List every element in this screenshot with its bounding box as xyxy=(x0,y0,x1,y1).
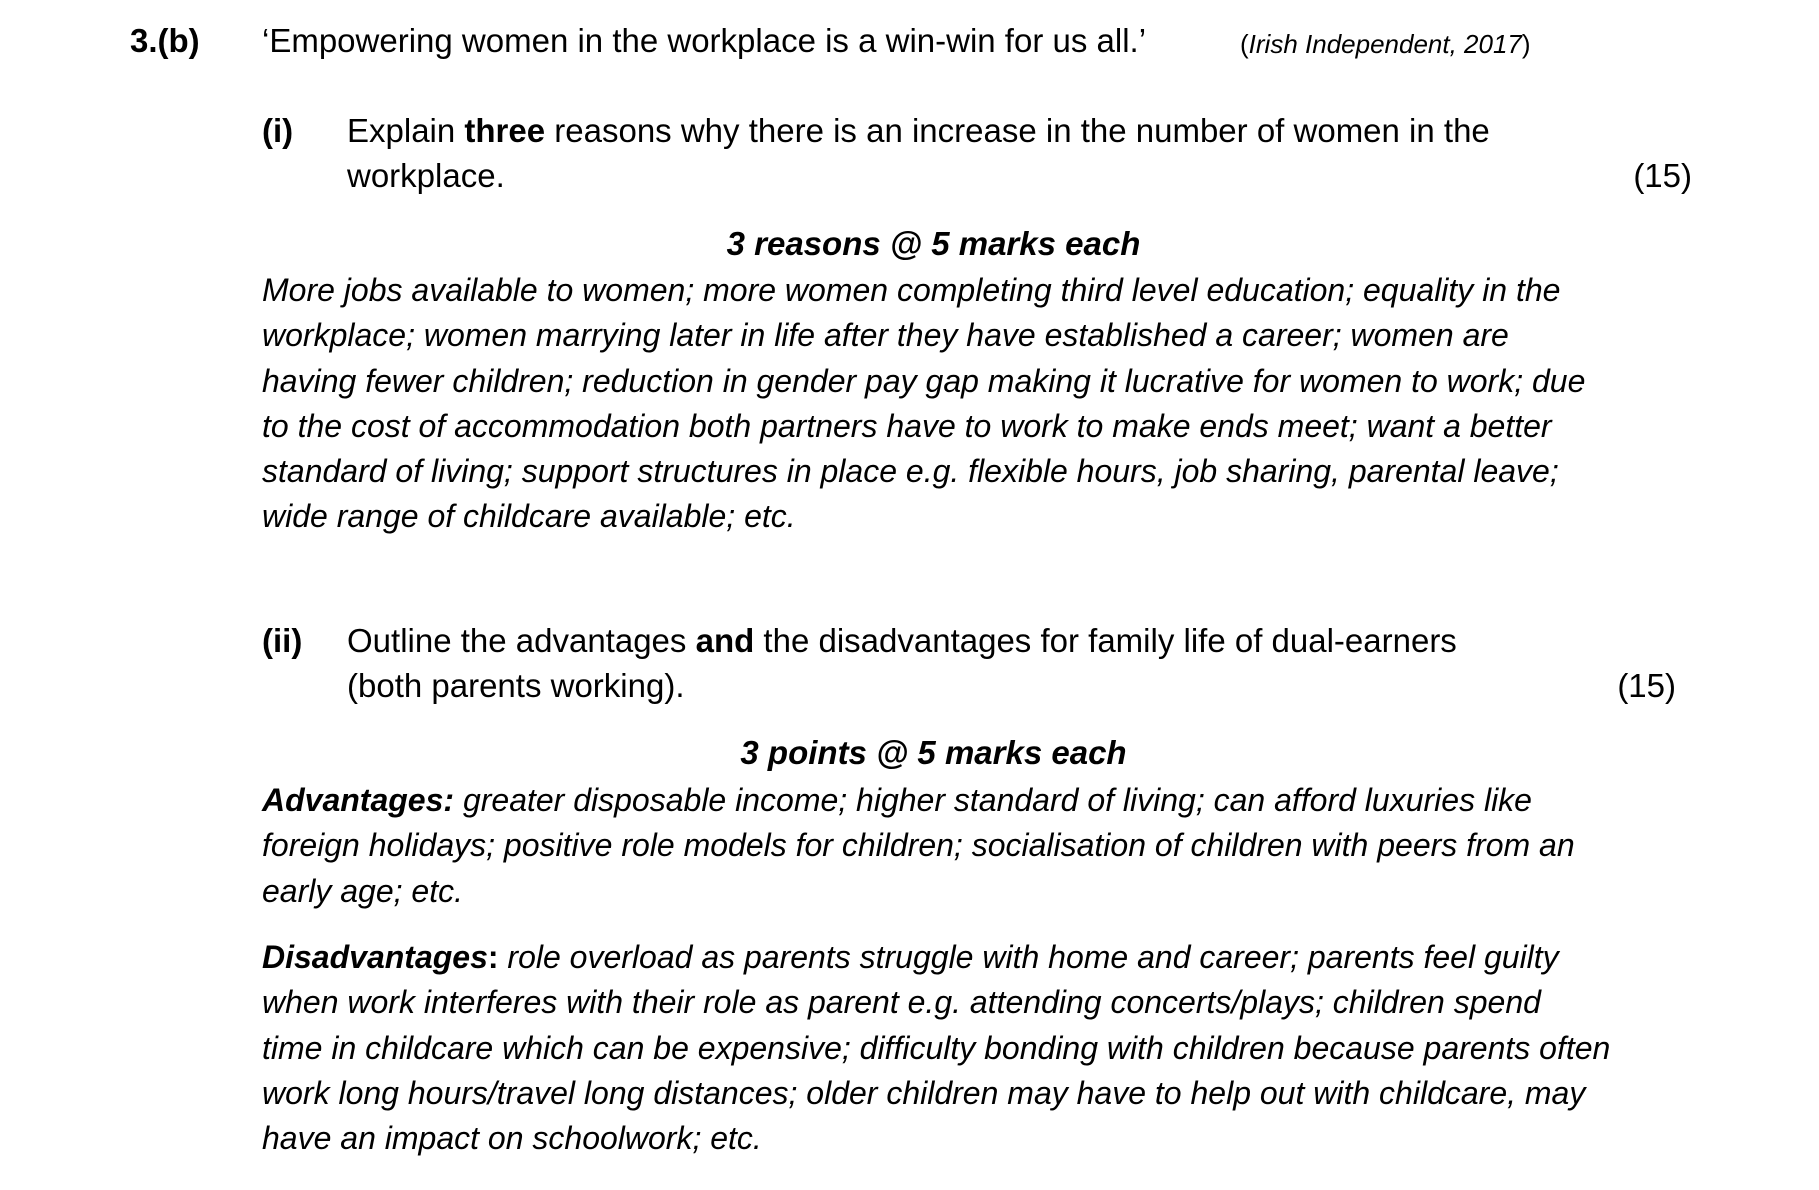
part-ii-scheme-text: 3 points @ 5 marks each xyxy=(740,734,1127,771)
part-i-question-line2: workplace. xyxy=(347,157,505,194)
question-number: 3.(b) xyxy=(130,22,200,59)
answer-line: More jobs available to women; more women completing third level education; equality in the xyxy=(262,272,1561,308)
answer-line: have an impact on schoolwork; etc. xyxy=(262,1120,762,1157)
part-i-text-after: reasons why there is an increase in the number of women in the xyxy=(545,112,1490,149)
answer-line: early age; etc. xyxy=(262,872,463,909)
part-ii-advantages xyxy=(262,778,1702,914)
answer-line: to the cost of accommodation both partners have to work to make ends meet; want a better xyxy=(262,407,1552,444)
part-ii-question-line1 xyxy=(347,622,1457,660)
part-ii-scheme xyxy=(0,734,1819,772)
part-i-marks: (15) xyxy=(1633,157,1692,194)
advantages-text: greater disposable income; higher standard of living; can afford luxuries like xyxy=(454,782,1532,818)
part-i-text-bold: three xyxy=(464,112,546,149)
part-i-answer xyxy=(262,268,1702,540)
part-ii-question-line2: (both parents working). xyxy=(347,667,685,704)
quote-source xyxy=(1240,29,1531,60)
source-close-paren: ) xyxy=(1521,29,1531,59)
answer-line: wide range of childcare available; etc. xyxy=(262,498,796,535)
advantages-label: Advantages: xyxy=(262,782,455,818)
part-i-scheme xyxy=(0,225,1819,263)
disadvantages-label: Disadvantages xyxy=(262,939,488,975)
source-open-paren: ( xyxy=(1240,29,1249,59)
part-ii-text-before: Outline the advantages xyxy=(347,622,696,659)
answer-line: having fewer children; reduction in gender pay gap making it lucrative for women to work; due xyxy=(262,362,1586,399)
answer-line xyxy=(262,778,1702,823)
answer-line: standard of living; support structures in place e.g. flexible hours, job sharing, parental leave; xyxy=(262,453,1559,490)
part-ii-label: (ii) xyxy=(262,622,303,659)
part-ii-text-after: the disadvantages for family life of dual-earners xyxy=(754,622,1457,659)
part-ii-marks: (15) xyxy=(1617,667,1676,704)
answer-line: work long hours/travel long distances; older children may have to help out with childcare, may xyxy=(262,1074,1586,1111)
answer-line: when work interferes with their role as parent e.g. attending concerts/plays; children spend xyxy=(262,984,1541,1021)
answer-line: time in childcare which can be expensive; difficulty bonding with children because parents often xyxy=(262,1029,1611,1066)
source-name: Irish Independent, 2017 xyxy=(1248,29,1522,59)
part-i-scheme-text: 3 reasons @ 5 marks each xyxy=(726,225,1141,262)
part-i-text-before: Explain xyxy=(347,112,465,149)
disadvantages-colon: : xyxy=(487,939,499,975)
part-i-question-line1 xyxy=(347,112,1490,150)
part-i-label: (i) xyxy=(262,112,294,149)
question-quote: ‘Empowering women in the workplace is a win-win for us all.’ xyxy=(262,22,1147,59)
answer-line xyxy=(262,935,1702,980)
part-ii-text-bold: and xyxy=(695,622,755,659)
part-ii-disadvantages xyxy=(262,935,1702,1161)
disadvantages-text: role overload as parents struggle with home and career; parents feel guilty xyxy=(498,939,1559,975)
answer-line: foreign holidays; positive role models for children; socialisation of children with peers from an xyxy=(262,827,1575,864)
answer-line: workplace; women marrying later in life after they have established a career; women are xyxy=(262,317,1509,354)
